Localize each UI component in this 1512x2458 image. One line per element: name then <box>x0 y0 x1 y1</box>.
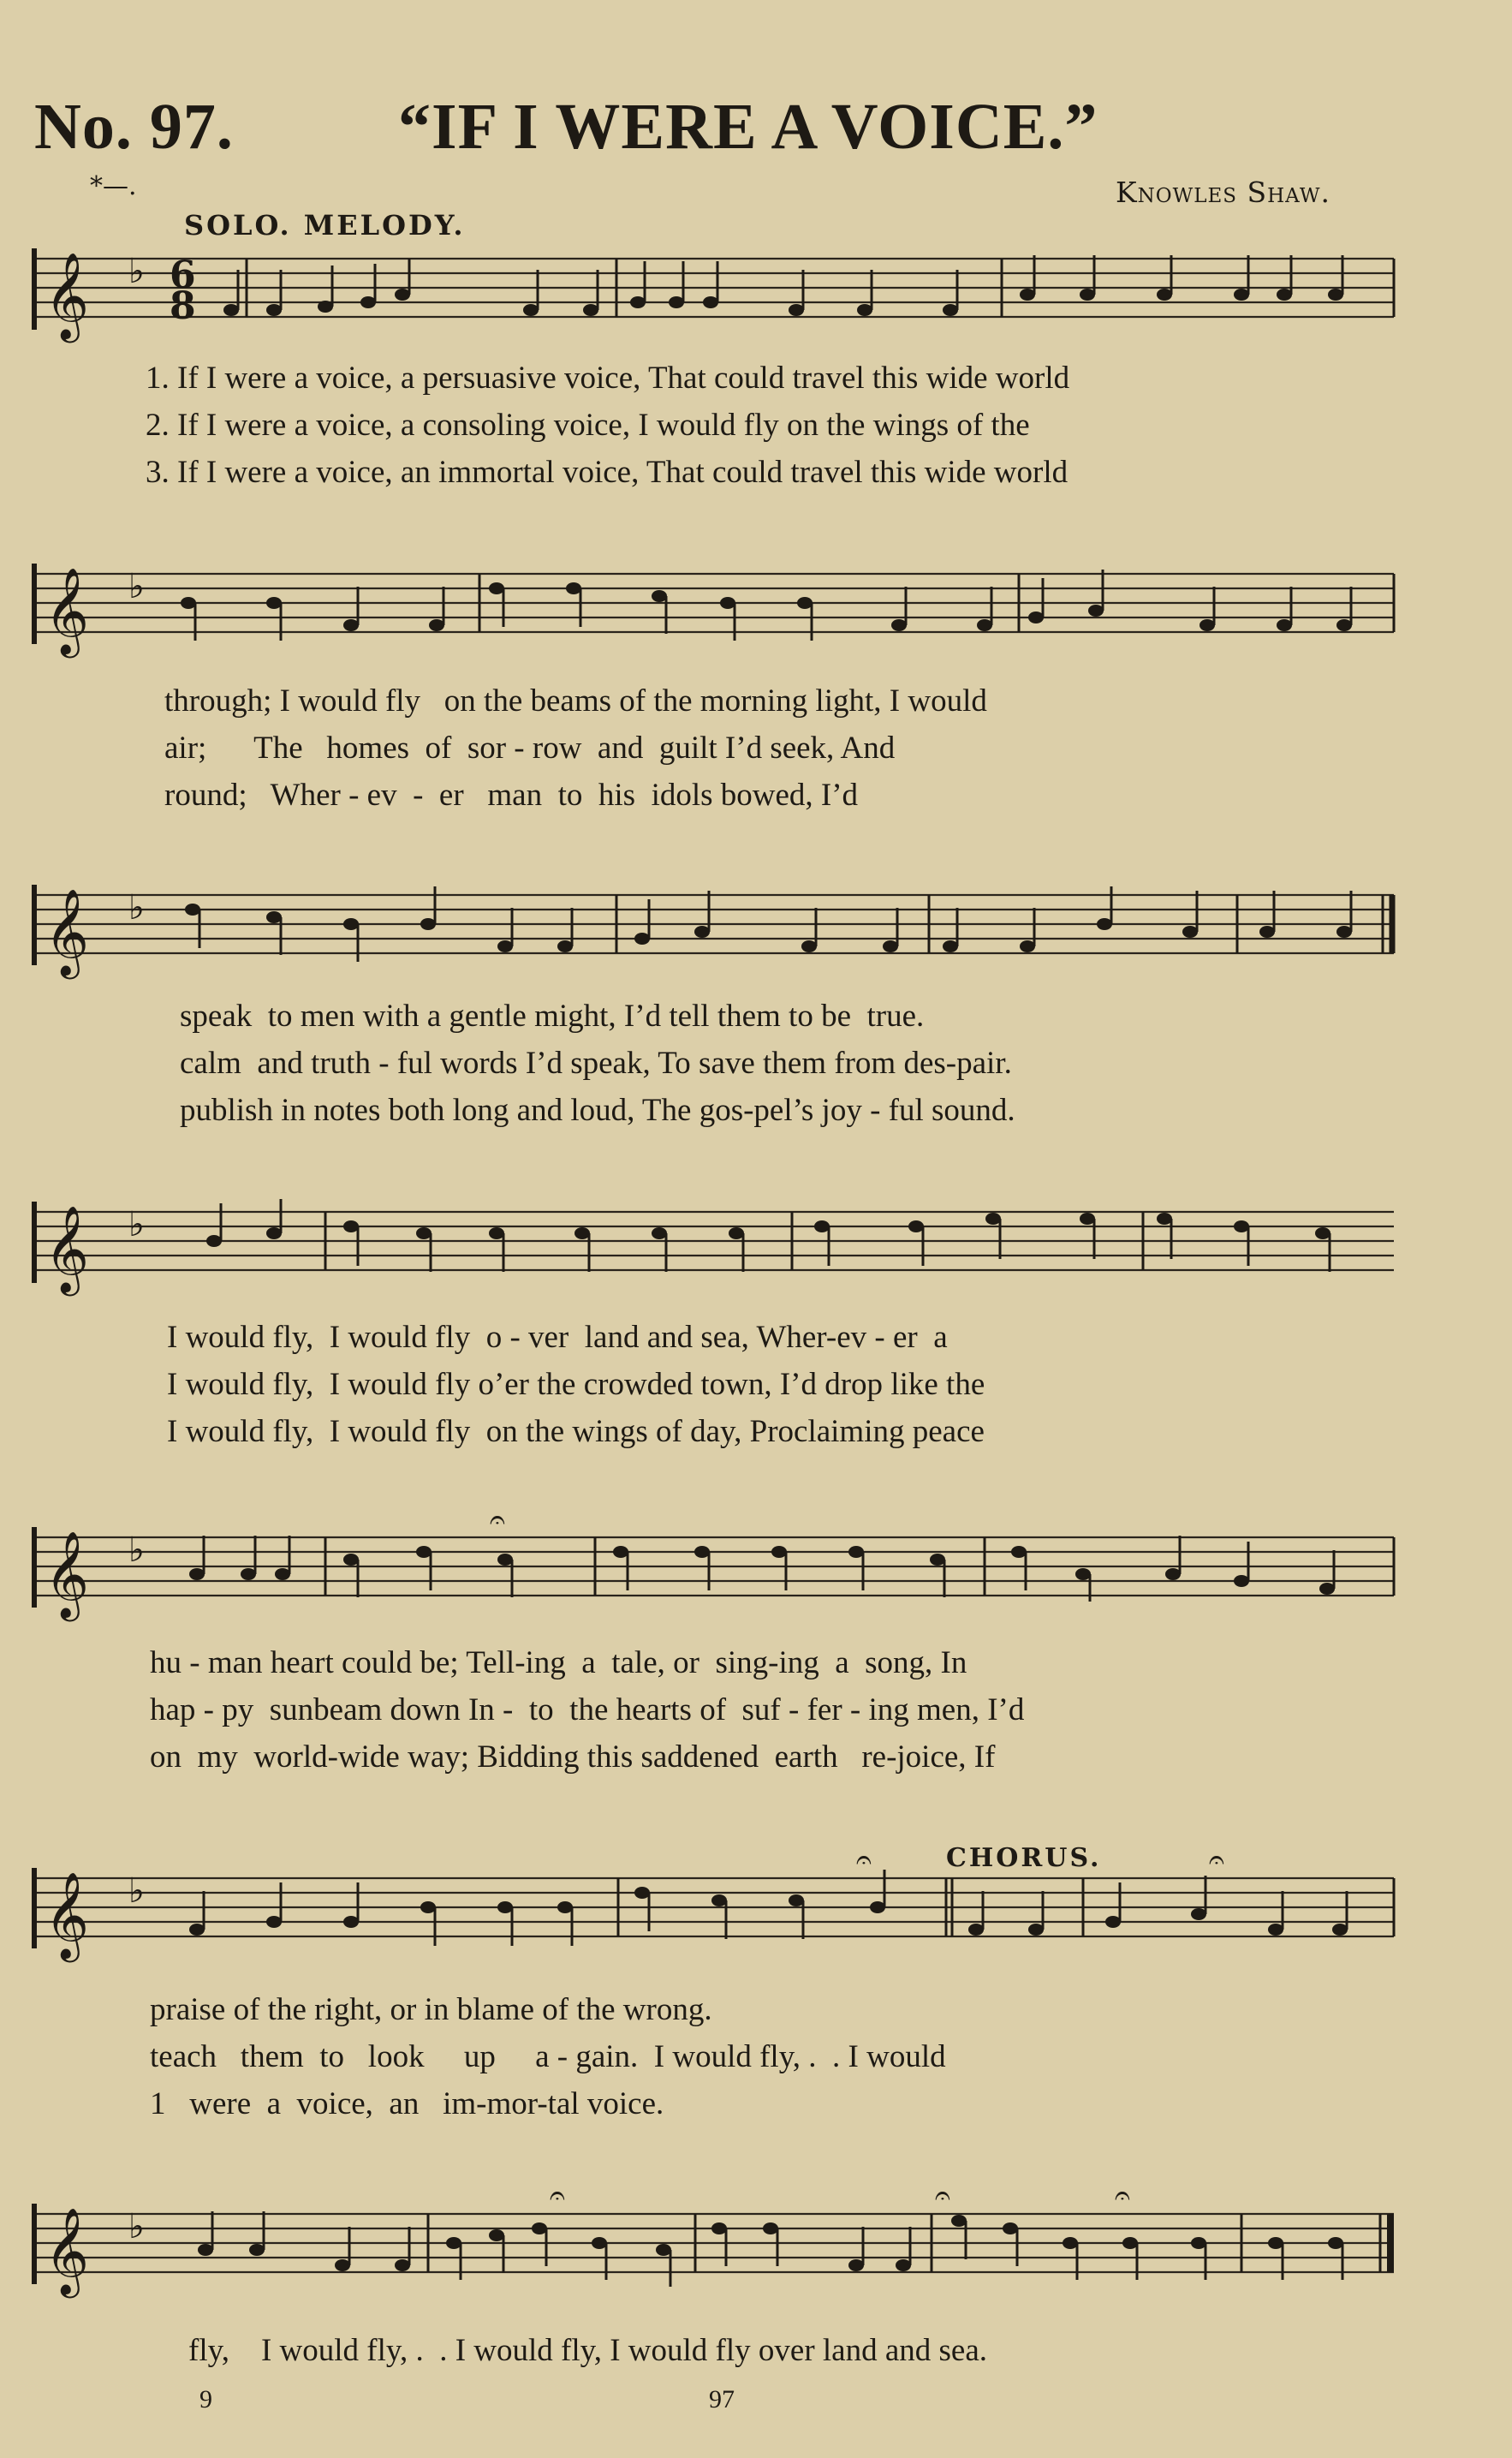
staff-system-6 <box>0 1841 1512 1978</box>
footer-signature-mark: 9 <box>199 2385 212 2413</box>
flat-sign: ♭ <box>128 1530 145 1570</box>
staff-system-5 <box>0 1512 1512 1649</box>
fermata-icon: 𝄐 <box>935 2179 950 2211</box>
page-number: 97 <box>709 2385 735 2413</box>
lyric-line: publish in notes both long and loud, The gos-pel’s joy - ful sound. <box>180 1093 1015 1128</box>
staff-system-3 <box>0 869 1512 998</box>
lyric-line: fly, I would fly, . . I would fly, I would fly over land and sea. <box>188 2333 988 2368</box>
hymn-title: “IF I WERE A VOICE.” <box>398 91 1098 163</box>
fermata-icon: 𝄐 <box>856 1843 872 1876</box>
notes <box>189 1536 1335 1602</box>
lyric-line: on my world-wide way; Bidding this saddened earth re-joice, If <box>150 1739 996 1775</box>
lyric-line: teach them to look up a - gain. I would fly, . . I would <box>150 2039 946 2074</box>
hymn-number: No. 97. <box>34 91 234 163</box>
staff-system-7 <box>0 2175 1512 2312</box>
notes <box>223 255 1343 316</box>
treble-clef: 𝄞 <box>45 2206 90 2294</box>
time-sig-top: 6 <box>170 254 196 297</box>
flat-sign: ♭ <box>128 888 145 928</box>
flat-sign: ♭ <box>128 1205 145 1244</box>
tempo-mark: *—. <box>90 171 137 201</box>
lyric-line: I would fly, I would fly o - ver land and sea, Wher-ev - er a <box>167 1320 948 1355</box>
lyric-line: 1 were a voice, an im-mor-tal voice. <box>150 2086 664 2121</box>
lyric-line: I would fly, I would fly on the wings of day, Proclaiming peace <box>167 1414 985 1449</box>
staff-system-2 <box>0 548 1512 677</box>
lyric-line: round; Wher - ev - er man to his idols bowed, I’d <box>164 778 859 813</box>
notes <box>206 1199 1330 1272</box>
staff-system-4 <box>0 1190 1512 1319</box>
treble-clef: 𝄞 <box>45 1530 90 1618</box>
lyric-line: calm and truth - ful words I’d speak, To save them from des-pair. <box>180 1046 1012 1081</box>
fermata-icon: 𝄐 <box>1115 2179 1130 2211</box>
staff-system-1 <box>0 240 1512 360</box>
flat-sign: ♭ <box>128 2207 145 2246</box>
treble-clef: 𝄞 <box>45 566 90 654</box>
chorus-label: CHORUS. <box>946 1843 1102 1873</box>
fermata-icon: 𝄐 <box>490 1512 505 1536</box>
treble-clef: 𝄞 <box>45 1204 90 1292</box>
treble-clef: 𝄞 <box>45 251 90 339</box>
notes <box>181 570 1352 641</box>
author-credit: Knowles Shaw. <box>1115 176 1330 209</box>
fermata-icon: 𝄐 <box>1209 1843 1224 1876</box>
lyric-line: praise of the right, or in blame of the wrong. <box>150 1992 712 2027</box>
flat-sign: ♭ <box>128 252 145 291</box>
part-label: SOLO. MELODY. <box>184 209 466 242</box>
treble-clef: 𝄞 <box>45 1870 90 1959</box>
treble-clef: 𝄞 <box>45 887 90 975</box>
lyric-line: speak to men with a gentle might, I’d tell them to be true. <box>180 999 925 1034</box>
lyric-line: hap - py sunbeam down In - to the hearts of suf - fer - ing men, I’d <box>150 1692 1025 1727</box>
lyric-line: 1. If I were a voice, a persuasive voice, That could travel this wide world <box>146 361 1070 396</box>
time-sig-bottom: 8 <box>170 284 196 328</box>
flat-sign: ♭ <box>128 1871 145 1911</box>
lyric-line: 2. If I were a voice, a consoling voice, I would fly on the wings of the <box>146 408 1030 443</box>
notes <box>198 2211 1343 2287</box>
lyric-line: through; I would fly on the beams of the morning light, I would <box>164 683 987 719</box>
lyric-line: air; The homes of sor - row and guilt I’d seek, And <box>164 731 896 766</box>
fermata-icon: 𝄐 <box>550 2179 565 2211</box>
lyric-line: hu - man heart could be; Tell-ing a tale, or sing-ing a song, In <box>150 1645 967 1680</box>
lyric-line: 3. If I were a voice, an immortal voice, That could travel this wide world <box>146 455 1069 490</box>
flat-sign: ♭ <box>128 567 145 606</box>
lyric-line: I would fly, I would fly o’er the crowded town, I’d drop like the <box>167 1367 985 1402</box>
